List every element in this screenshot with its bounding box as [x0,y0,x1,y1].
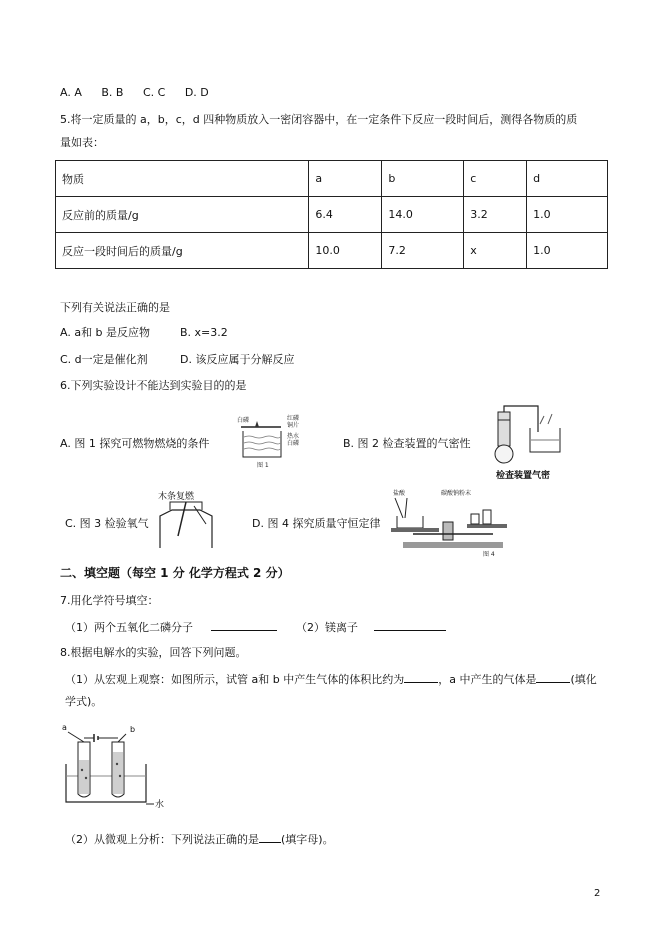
q6-option-a: A. 图 1 探究可燃物燃烧的条件 [60,437,210,450]
table-cell: x [464,233,527,269]
q8-item-1-text-a: （1）从宏观上观察：如图所示，试管 a和 b 中产生气体的体积比约为 [65,673,405,686]
q5-stem-line1: 5.将一定质量的 a，b，c，d 四种物质放入一密闭容器中，在一定条件下反应一段时间后，测得各物质的质 [60,113,578,126]
fig1-label-red-phosphorus: 红磷 [287,415,300,422]
table-cell: 反应一段时间后的质量/g [56,233,309,269]
q7-item-2-text: （2）镁离子 [296,621,358,634]
q8-item-2-text-a: （2）从微观上分析：下列说法正确的是 [65,833,259,846]
table-header-row [56,161,608,197]
q4-option-c: C. C [142,86,166,99]
q5-option-b: B. x=3.2 [180,326,228,339]
q8-item-1-text-b: ，a 中产生的气体是 [438,673,537,686]
table-cell: b [382,161,464,197]
q5-option-c: C. d一定是催化剂 [60,353,148,366]
q8-item-1-continued: 学式)。 [65,695,103,708]
q8-item-1-text-c: (填化 [570,673,597,686]
electrolysis-label-water: 水 [155,800,165,810]
q6-stem: 6.下列实验设计不能达到实验目的的是 [60,379,247,392]
q8-answer-blank-ratio[interactable] [404,671,438,683]
fig1-caption: 图 1 [257,462,269,469]
page-number: 2 [594,888,601,899]
table-cell: 7.2 [382,233,464,269]
fig4-caption: 图 4 [483,551,495,558]
q7-item-1-text: （1）两个五氧化二磷分子 [65,621,193,634]
table-cell: a [309,161,382,197]
fig1-label-copper: 铜片 [287,422,300,429]
q6-option-d: D. 图 4 探究质量守恒定律 [252,517,381,530]
q4-option-d: D. D [184,86,209,99]
q4-option-a: A. A [60,86,82,99]
table-row [56,197,608,233]
q7-item-1 [65,619,446,636]
q5-mass-table [55,160,608,269]
q5-option-d: D. 该反应属于分解反应 [180,353,295,366]
q7-answer-blank-2[interactable] [374,619,446,631]
fig1-label-white-phosphorus-bottom: 白磷 [287,440,300,447]
table-cell: 6.4 [309,197,382,233]
fig1-label-white-phosphorus-top: 白磷 [237,417,250,424]
q8-answer-blank-gas[interactable] [536,671,570,683]
fig3-label: 木条复燃 [158,492,195,502]
table-cell: d [527,161,608,197]
fig2-caption: 检查装置气密 [496,471,551,481]
q7-stem: 7.用化学符号填空： [60,594,159,607]
electrolysis-label-b: b [130,725,136,734]
figure-1-combustion [235,413,315,473]
q4-option-b: B. B [101,86,124,99]
table-cell: 3.2 [464,197,527,233]
figure-2-airtightness [490,402,575,482]
table-cell: 1.0 [527,197,608,233]
q5-stem-line2: 量如表： [60,136,104,149]
fig4-label-sodium-carbonate: 碳酸钠粉末 [441,490,472,497]
fig4-label-acid: 盐酸 [393,490,406,497]
q8-answer-blank-micro[interactable] [259,831,281,843]
q8-stem: 8.根据电解水的实验，回答下列问题。 [60,646,247,659]
q6-option-b: B. 图 2 检查装置的气密性 [343,437,471,450]
table-cell: 物质 [56,161,309,197]
table-cell: 14.0 [382,197,464,233]
q8-item-2-text-b: (填字母)。 [281,833,334,846]
figure-4-mass-conservation [383,486,518,558]
table-cell: 10.0 [309,233,382,269]
electrolysis-label-a: a [62,723,67,732]
q5-question: 下列有关说法正确的是 [60,301,170,314]
table-cell: 反应前的质量/g [56,197,309,233]
figure-3-oxygen-test [150,488,225,550]
fig1-label-hot-water: 热水 [287,433,300,440]
q5-option-a: A. a和 b 是反应物 [60,326,151,339]
q8-item-2 [65,831,334,848]
q7-answer-blank-1[interactable] [211,619,277,631]
section-2-title: 二、填空题（每空 1 分 化学方程式 2 分） [60,566,290,580]
q4-options [60,85,209,101]
q8-item-1 [65,671,597,688]
table-row [56,233,608,269]
table-cell: 1.0 [527,233,608,269]
electrolysis-diagram [60,720,170,815]
q6-option-c: C. 图 3 检验氧气 [65,517,149,530]
table-cell: c [464,161,527,197]
